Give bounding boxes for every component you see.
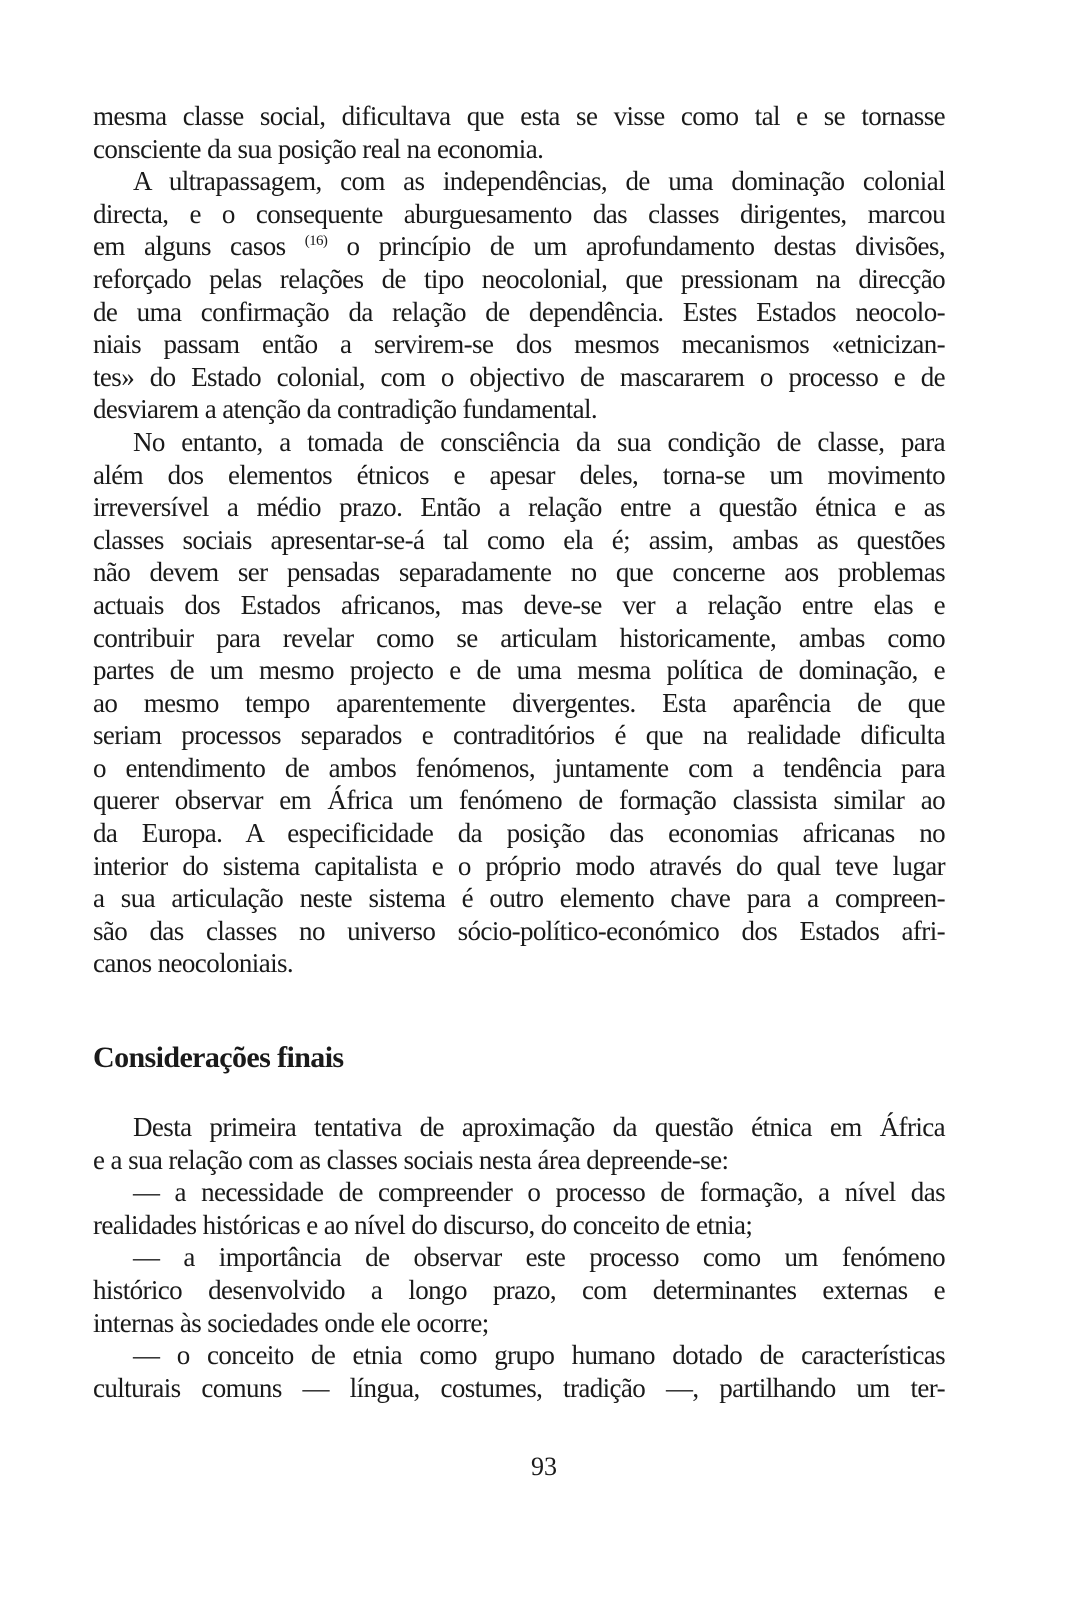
text-line: culturais comuns — língua, costumes, tradição —, partilhando um ter- — [93, 1372, 945, 1403]
text-line: não devem ser pensadas separadamente no que concerne aos problemas — [93, 557, 945, 588]
text-line: desviarem a atenção da contradição fundamental. — [93, 394, 598, 425]
page-number: 93 — [531, 1452, 557, 1481]
text-line: contribuir para revelar como se articulam historicamente, ambas como — [93, 622, 945, 653]
text-line: a sua articulação neste sistema é outro elemento chave para a compreen- — [93, 883, 945, 914]
text-line: reforçado pelas relações de tipo neocolonial, que pressionam na direcção — [93, 263, 945, 294]
body-text — [93, 100, 945, 980]
text-line-with-footnote — [93, 230, 945, 263]
text-line: da Europa. A especificidade da posição das economias africanas no — [93, 818, 945, 849]
text-line: o entendimento de ambos fenómenos, juntamente com a tendência para — [93, 752, 945, 783]
text-line: consciente da sua posição real na economia. — [93, 133, 544, 164]
text-line: interior do sistema capitalista e o próprio modo através do qual teve lugar — [93, 850, 945, 881]
text-line: seriam processos separados e contraditórios é que na realidade dificulta — [93, 720, 945, 751]
section-body-text — [93, 1111, 945, 1404]
text-line: e a sua relação com as classes sociais nesta área depreende-se: — [93, 1144, 729, 1175]
text-line: directa, e o consequente aburguesamento das classes dirigentes, marcou — [93, 198, 945, 229]
text-segment: o princípio de um aprofundamento destas divisões, — [327, 231, 945, 262]
text-line: querer observar em África um fenómeno de formação classista similar ao — [93, 785, 945, 816]
paragraph-start-line: No entanto, a tomada de consciência da sua condição de classe, para — [133, 426, 945, 457]
text-line: são das classes no universo sócio-político-económico dos Estados afri- — [93, 915, 945, 946]
paragraph-start-line: A ultrapassagem, com as independências, de uma dominação colonial — [133, 166, 945, 197]
text-line: tes» do Estado colonial, com o objectivo de mascararem o processo e de — [93, 361, 945, 392]
list-item-line: — a necessidade de compreender o processo de formação, a nível das — [133, 1177, 945, 1208]
text-line: realidades históricas e ao nível do discurso, do conceito de etnia; — [93, 1209, 753, 1240]
text-line: classes sociais apresentar-se-á tal como ela é; assim, ambas as questões — [93, 524, 945, 555]
list-item-line: — o conceito de etnia como grupo humano dotado de características — [133, 1340, 945, 1371]
text-line: mesma classe social, dificultava que esta se visse como tal e se tornasse — [93, 101, 945, 131]
text-line: ao mesmo tempo aparentemente divergentes. Esta aparência de que — [93, 687, 945, 718]
text-segment: em alguns casos — [93, 231, 305, 262]
text-line: niais passam então a servirem-se dos mesmos mecanismos «etnicizan- — [93, 329, 945, 360]
section-heading: Considerações finais — [93, 1041, 344, 1074]
text-line: actuais dos Estados africanos, mas deve-se ver a relação entre elas e — [93, 589, 945, 620]
text-line: canos neocoloniais. — [93, 948, 294, 979]
list-item-line: — a importância de observar este processo como um fenómeno — [133, 1242, 945, 1273]
footnote-reference: (16) — [304, 233, 328, 250]
paragraph-start-line: Desta primeira tentativa de aproximação da questão étnica em África — [133, 1112, 945, 1142]
text-line: irreversível a médio prazo. Então a relação entre a questão étnica e as — [93, 492, 945, 523]
text-line: além dos elementos étnicos e apesar deles, torna-se um movimento — [93, 459, 945, 490]
text-line: internas às sociedades onde ele ocorre; — [93, 1307, 489, 1338]
text-line: de uma confirmação da relação de dependência. Estes Estados neocolo- — [93, 296, 945, 327]
text-line: partes de um mesmo projecto e de uma mesma política de dominação, e — [93, 655, 945, 686]
text-line: histórico desenvolvido a longo prazo, com determinantes externas e — [93, 1274, 945, 1305]
